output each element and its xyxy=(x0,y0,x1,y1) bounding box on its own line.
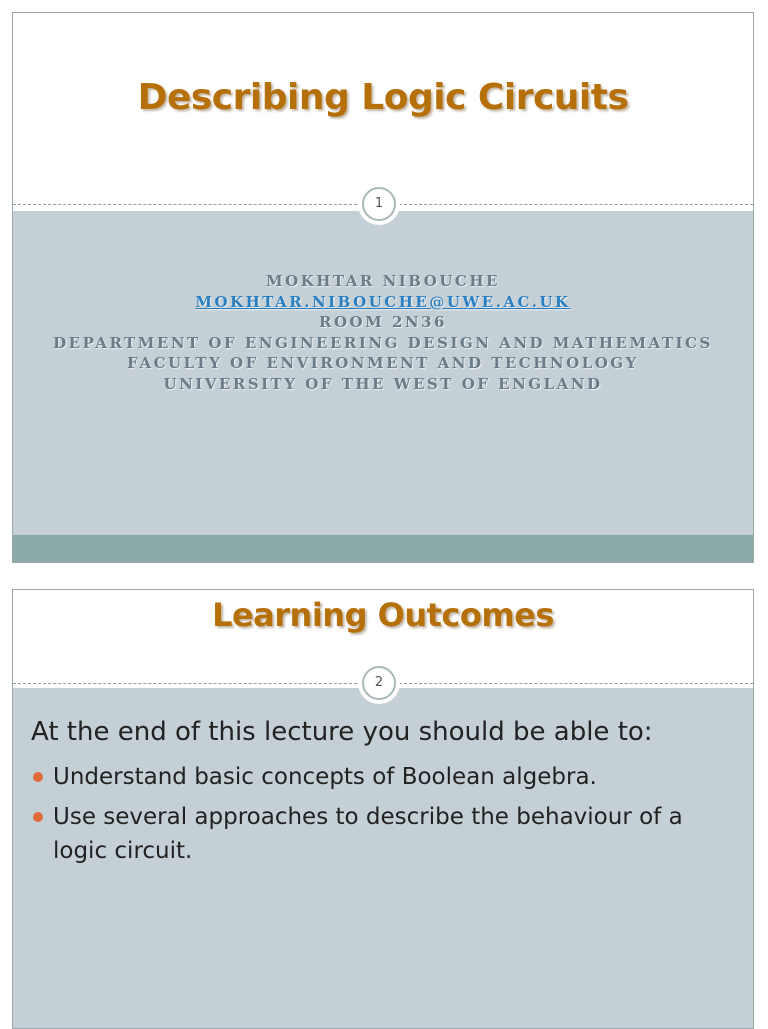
list-item-text: Understand basic concepts of Boolean algebra. xyxy=(53,764,597,790)
slide-1 xyxy=(12,12,754,563)
slide-title: Describing Logic Circuits xyxy=(137,77,629,118)
list-item xyxy=(31,760,737,794)
author-university: UNIVERSITY OF THE WEST OF ENGLAND xyxy=(163,374,603,393)
author-name: MOKHTAR NIBOUCHE xyxy=(266,272,500,290)
slide-2 xyxy=(12,589,754,1029)
slide-footer-bar xyxy=(13,535,753,562)
lead-text: At the end of this lecture you should be able to: xyxy=(31,717,653,747)
author-email-link[interactable]: MOKHTAR.NIBOUCHE@UWE.AC.UK xyxy=(195,292,571,311)
list-item-text: Use several approaches to describe the behaviour of a logic circuit. xyxy=(53,804,683,864)
author-info xyxy=(13,271,753,394)
outcomes-list xyxy=(31,760,737,874)
author-faculty: FACULTY OF ENVIRONMENT AND TECHNOLOGY xyxy=(127,354,639,372)
list-item xyxy=(31,800,737,868)
author-department: DEPARTMENT OF ENGINEERING DESIGN AND MATHEMATICS xyxy=(53,333,713,352)
slide-number-badge: 2 xyxy=(362,666,396,700)
slide-number-badge: 1 xyxy=(362,187,396,221)
slide-title: Learning Outcomes xyxy=(212,596,554,634)
bullet-dot-icon xyxy=(33,812,43,822)
bullet-dot-icon xyxy=(33,772,43,782)
author-room: ROOM 2N36 xyxy=(319,313,447,331)
